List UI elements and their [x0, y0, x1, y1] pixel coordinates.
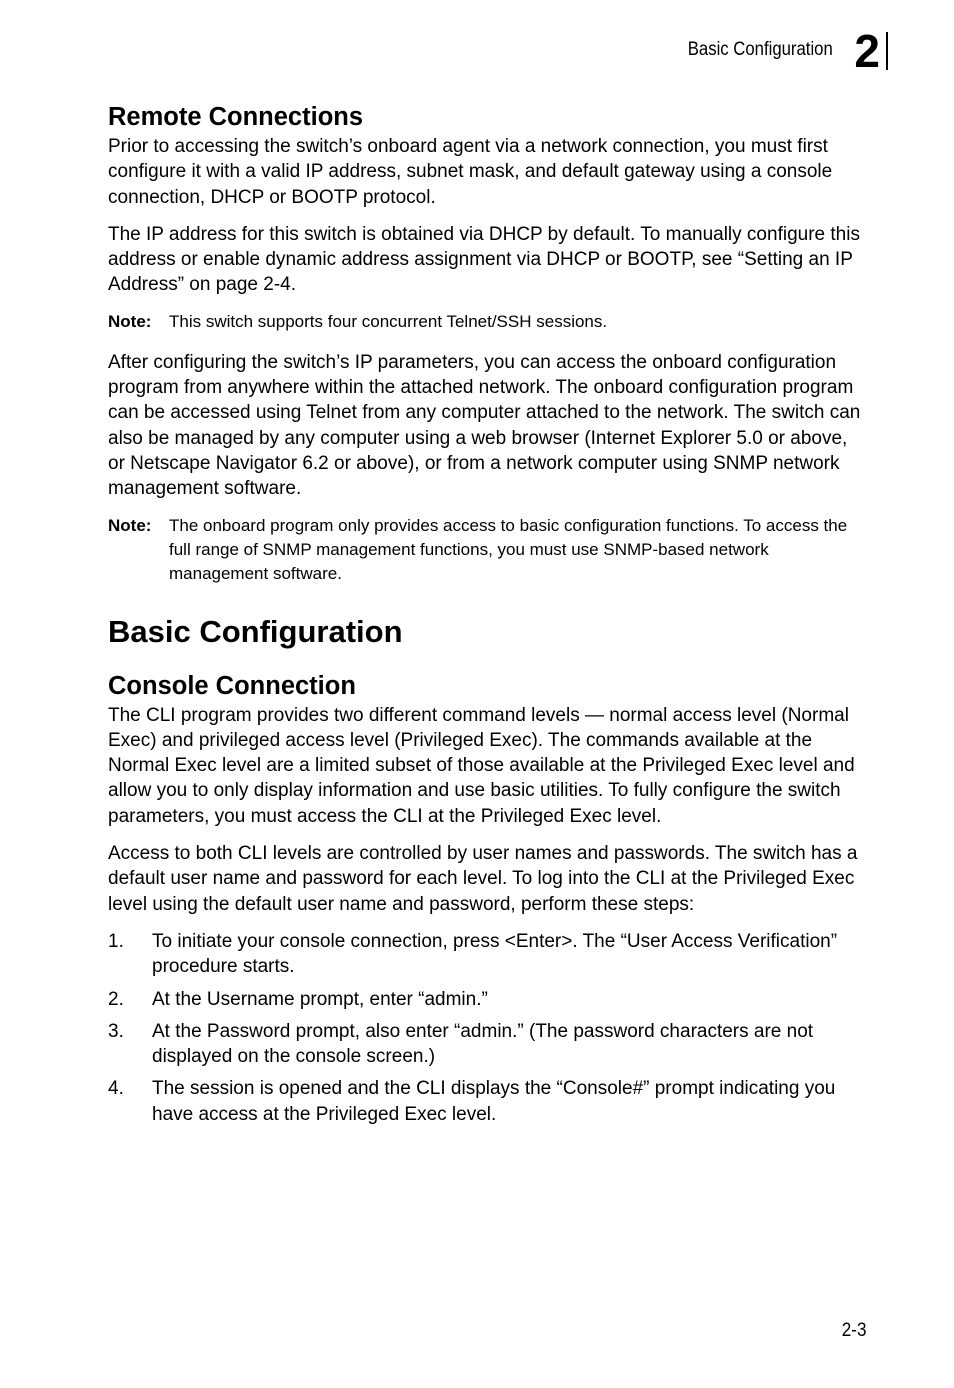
- running-header: [668, 25, 888, 77]
- chapter-number: 2: [854, 32, 888, 70]
- list-item: [108, 929, 868, 980]
- step-number: 4.: [108, 1078, 124, 1100]
- paragraph: The CLI program provides two different command levels — normal access level (Normal Exec) and privileged access level (Privileged Exec). The commands available at the Normal Exec level are a limited subset of those available at the Privileged Exec level and allow you to only display information and use basic utilities. To fully configure the switch parameters, you must access the CLI at the Privileged Exec level.: [108, 704, 855, 827]
- paragraph: Access to both CLI levels are controlled by user names and passwords. The switch has a default user name and password for each level. To log into the CLI at the Privileged Exec level using the default user name and password, perform these steps:: [108, 843, 858, 915]
- step-text: The session is opened and the CLI displays the “Console#” prompt indicating you have access at the Privileged Exec level.: [152, 1078, 836, 1125]
- list-item: [108, 1019, 868, 1070]
- section-heading-console-connection: Console Connection: [108, 671, 356, 700]
- header-title: Basic Configuration: [687, 39, 833, 60]
- list-item: [108, 987, 868, 1012]
- note-label: Note:: [108, 515, 152, 535]
- note-text: The onboard program only provides access to basic configuration functions. To access the full range of SNMP management functions, you must use SNMP-based network management software.: [169, 515, 848, 583]
- paragraph: Prior to accessing the switch’s onboard agent via a network connection, you must first configure it with a valid IP address, subnet mask, and default gateway using a console connection, DHCP or BOOTP protocol.: [108, 136, 833, 208]
- step-text: At the Username prompt, enter “admin.”: [152, 988, 488, 1010]
- paragraph: The IP address for this switch is obtained via DHCP by default. To manually configure this address or enable dynamic address assignment via DHCP or BOOTP, see “Setting an IP Address” on page 2-4.: [108, 223, 860, 296]
- note-label: Note:: [108, 311, 152, 331]
- section-heading-basic-configuration: Basic Configuration: [108, 613, 403, 649]
- step-number: 2.: [108, 988, 124, 1010]
- section-heading-remote-connections: Remote Connections: [108, 103, 364, 131]
- step-number: 3.: [108, 1020, 124, 1042]
- step-text: At the Password prompt, also enter “admin.” (The password characters are not displayed on the console screen.): [152, 1020, 814, 1068]
- note-text: This switch supports four concurrent Telnet/SSH sessions.: [169, 311, 608, 331]
- page-number: 2-3: [841, 1320, 866, 1341]
- paragraph: After configuring the switch’s IP parameters, you can access the onboard configuration program from anywhere within the attached network. The onboard configuration program can be accessed using Telnet from any computer attached to the network. The switch can also be managed by any computer using a web browser (Internet Explorer 5.0 or above, or Netscape Navigator 6.2 or above), or from a network computer using SNMP network management software.: [108, 351, 861, 500]
- note: [108, 310, 868, 334]
- note: [108, 514, 868, 586]
- step-number: 1.: [108, 930, 124, 952]
- list-item: [108, 1076, 868, 1127]
- steps-list: [108, 929, 868, 1127]
- page-content: [108, 100, 868, 1127]
- step-text: To initiate your console connection, press <Enter>. The “User Access Verification” procedure starts.: [152, 930, 838, 978]
